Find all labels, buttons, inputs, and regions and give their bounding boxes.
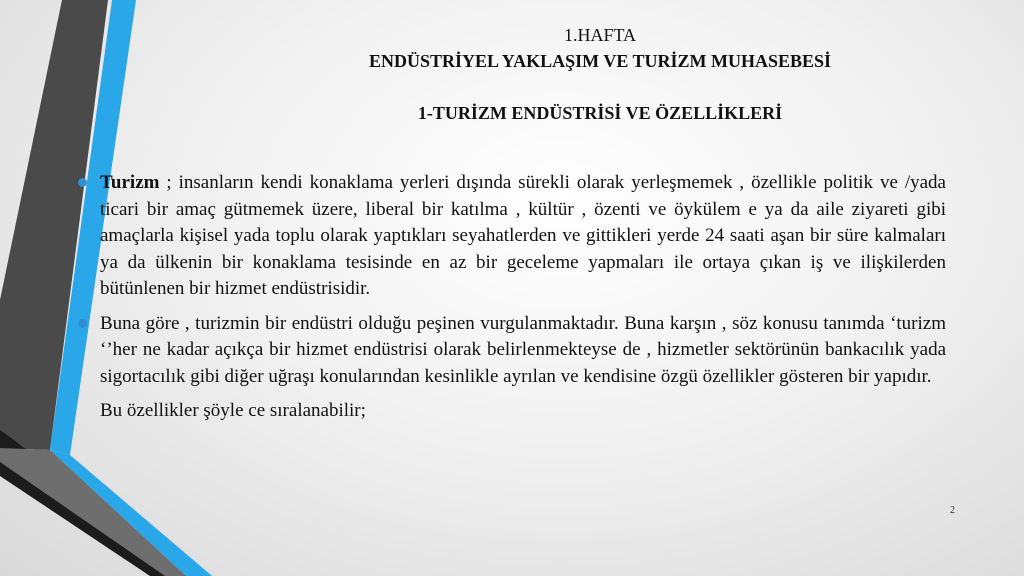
paragraph-1-text: ; insanların kendi konaklama yerleri dışında sürekli olarak yerleşmemek , özellikle politik ve /yada ticari bir amaç gütmemek üzere, liberal bir katılma , kültür , özenti ve öykülem e ya da aile ziyareti gibi amaçlarla kişisel yada toplu olarak yaptıkları seyahatlerden ve gittikleri yerde 24 saati aşan bir süre kalmaları ya da ülkenin bir konaklama tesisinde en az bir geceleme yapmaları ile ortaya çıkan iş ve ilişkilerden bütünlenen bir hizmet endüstrisidir. <box>100 172 946 299</box>
bullet-icon <box>78 178 87 187</box>
paragraph-2-text: Buna göre , turizmin bir endüstri olduğu peşinen vurgulanmaktadır. Buna karşın , söz konusu tanımda ‘turizm ‘’her ne kadar açıkça bir hizmet endüstrisi olarak belirlenmekteyse de , hizmetler sektörünün bankacılık yada sigortacılık gibi diğer uğraşı konularından kesinlikle ayrılan ve kendisine özgü özellikler gösteren bir yapıdır. <box>100 312 946 387</box>
paragraph-list-intro: Bu özellikler şöyle ce sıralanabilir; <box>100 400 366 421</box>
section-title: 1-TURİZM ENDÜSTRİSİ VE ÖZELLİKLERİ <box>417 103 783 123</box>
bullet-icon <box>78 319 87 328</box>
term-tourism: Turizm <box>100 172 160 193</box>
slide-body <box>78 170 946 425</box>
paragraph-tourism-definition <box>78 170 946 303</box>
slide-header <box>200 22 1000 74</box>
gray-stripe-lower <box>0 448 186 576</box>
page-number: 2 <box>950 505 955 516</box>
paragraph-industry-emphasis <box>78 311 946 391</box>
week-label: 1.HAFTA <box>563 25 637 45</box>
course-title: ENDÜSTRİYEL YAKLAŞIM VE TURİZM MUHASEBESİ <box>368 51 832 71</box>
